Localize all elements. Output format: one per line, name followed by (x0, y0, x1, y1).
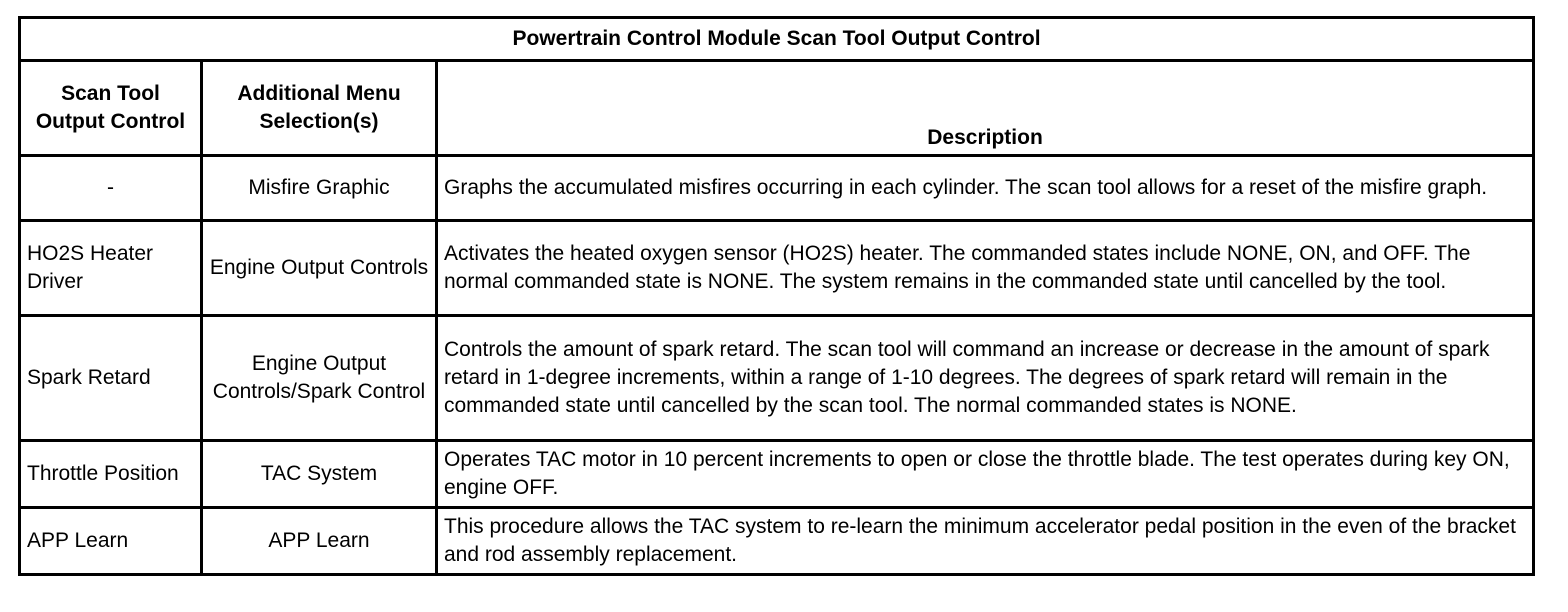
cell-output-control: - (20, 156, 202, 221)
cell-description: Activates the heated oxygen sensor (HO2S) heater. The commanded states include NONE, ON, and OFF. The normal commanded state is NONE. The system remains in the commanded state until cancelled by the tool. (437, 221, 1534, 316)
table-row (20, 441, 1534, 508)
cell-output-control: Throttle Position (20, 441, 202, 508)
cell-menu-selection: Engine Output Controls (202, 221, 437, 316)
table-row (20, 156, 1534, 221)
table-title-row (20, 18, 1534, 61)
cell-menu-selection: Misfire Graphic (202, 156, 437, 221)
cell-description: This procedure allows the TAC system to re-learn the minimum accelerator pedal position in the even of the bracket and rod assembly replacement. (437, 508, 1534, 575)
table-header-row (20, 61, 1534, 156)
table-row (20, 316, 1534, 441)
cell-description: Graphs the accumulated misfires occurring in each cylinder. The scan tool allows for a reset of the misfire graph. (437, 156, 1534, 221)
cell-menu-selection: Engine Output Controls/Spark Control (202, 316, 437, 441)
output-control-table (18, 16, 1535, 576)
cell-output-control: Spark Retard (20, 316, 202, 441)
cell-description: Operates TAC motor in 10 percent increments to open or close the throttle blade. The test operates during key ON, engine OFF. (437, 441, 1534, 508)
header-scan-tool-output-control: Scan Tool Output Control (20, 61, 202, 156)
header-description: Description (437, 61, 1534, 156)
document-page (18, 16, 1532, 576)
header-additional-menu-selections: Additional Menu Selection(s) (202, 61, 437, 156)
cell-menu-selection: APP Learn (202, 508, 437, 575)
table-title: Powertrain Control Module Scan Tool Output Control (20, 18, 1534, 61)
cell-output-control: HO2S Heater Driver (20, 221, 202, 316)
table-row (20, 221, 1534, 316)
cell-menu-selection: TAC System (202, 441, 437, 508)
cell-description: Controls the amount of spark retard. The scan tool will command an increase or decrease in the amount of spark retard in 1-degree increments, within a range of 1-10 degrees. The degrees of spark retard will remain in the commanded state until cancelled by the scan tool. The normal commanded states is NONE. (437, 316, 1534, 441)
table-row (20, 508, 1534, 575)
cell-output-control: APP Learn (20, 508, 202, 575)
